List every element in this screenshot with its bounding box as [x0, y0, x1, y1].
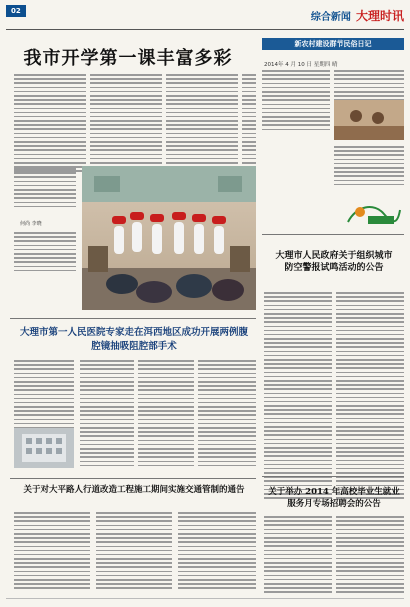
- brand-logo: 大理时讯: [355, 9, 404, 23]
- side-column-banner: 新农村建设群节民俗日记: [262, 38, 404, 50]
- lead-body-col2: [90, 74, 162, 175]
- masthead-left: [6, 5, 30, 17]
- photo-caption-text: [14, 168, 76, 210]
- traffic-body-col3: [178, 512, 256, 592]
- side-column-photo: [334, 100, 404, 140]
- lead-headline: 我市开学第一课丰富多彩: [23, 48, 233, 69]
- page-number: 02: [6, 5, 26, 17]
- graduate-body-col1: [264, 516, 332, 596]
- side-column-body-right: [334, 70, 404, 104]
- hospital-headline: 大理市第一人民医院专家走在洱西地区成功开展两例腹腔镜抽吸阻腔部手术: [19, 327, 248, 352]
- lead-photo-image: [82, 166, 256, 310]
- section-title: 综合新闻: [310, 12, 351, 23]
- footer-rule: [6, 598, 404, 603]
- masthead-right: [311, 5, 404, 24]
- traffic-control-title: 关于对大平路人行道改造工程施工期间实施交通管制的通告: [23, 485, 245, 495]
- lead-photo: [82, 166, 256, 310]
- traffic-body-col2: [96, 512, 172, 592]
- air-raid-notice-title: 大理市人民政府关于组织城市防空警报试鸣活动的公告: [275, 251, 393, 273]
- graduate-job-fair-title: 关于举办 2014 年高校毕业生就业服务月专场招聘会的公告: [268, 487, 400, 509]
- side-column-logo: [346, 200, 402, 228]
- hospital-photo: [14, 428, 74, 468]
- hospital-body-col3: [138, 360, 194, 469]
- hospital-body-col4: [198, 360, 256, 469]
- side-divider-1: [262, 234, 404, 235]
- hospital-body-col1: [14, 360, 74, 435]
- lead-body-col3: [166, 74, 238, 175]
- masthead: [6, 3, 404, 30]
- side-column-body-left: [262, 70, 330, 133]
- lower-divider: [10, 478, 256, 479]
- lead-body-col4: [242, 74, 256, 175]
- air-raid-notice-col1: [264, 292, 332, 501]
- air-raid-notice-col2: [336, 292, 404, 501]
- lead-body-col1: [14, 74, 86, 175]
- photo-caption-author: 何尚 李晓: [20, 221, 42, 227]
- hospital-body-col2: [80, 360, 134, 469]
- graduate-body-col2: [336, 516, 404, 596]
- side-column-body-right2: [334, 146, 404, 188]
- mid-divider: [10, 318, 256, 319]
- side-column-logo-image: [346, 200, 402, 228]
- lead-body-col5: [14, 232, 76, 274]
- traffic-body-col1: [14, 512, 90, 592]
- side-column-photo-image: [334, 100, 404, 140]
- side-divider-2: [262, 476, 404, 477]
- hospital-photo-image: [14, 428, 74, 468]
- side-column-date: 2014年 4 月 10 日 星期四 晴: [264, 62, 338, 68]
